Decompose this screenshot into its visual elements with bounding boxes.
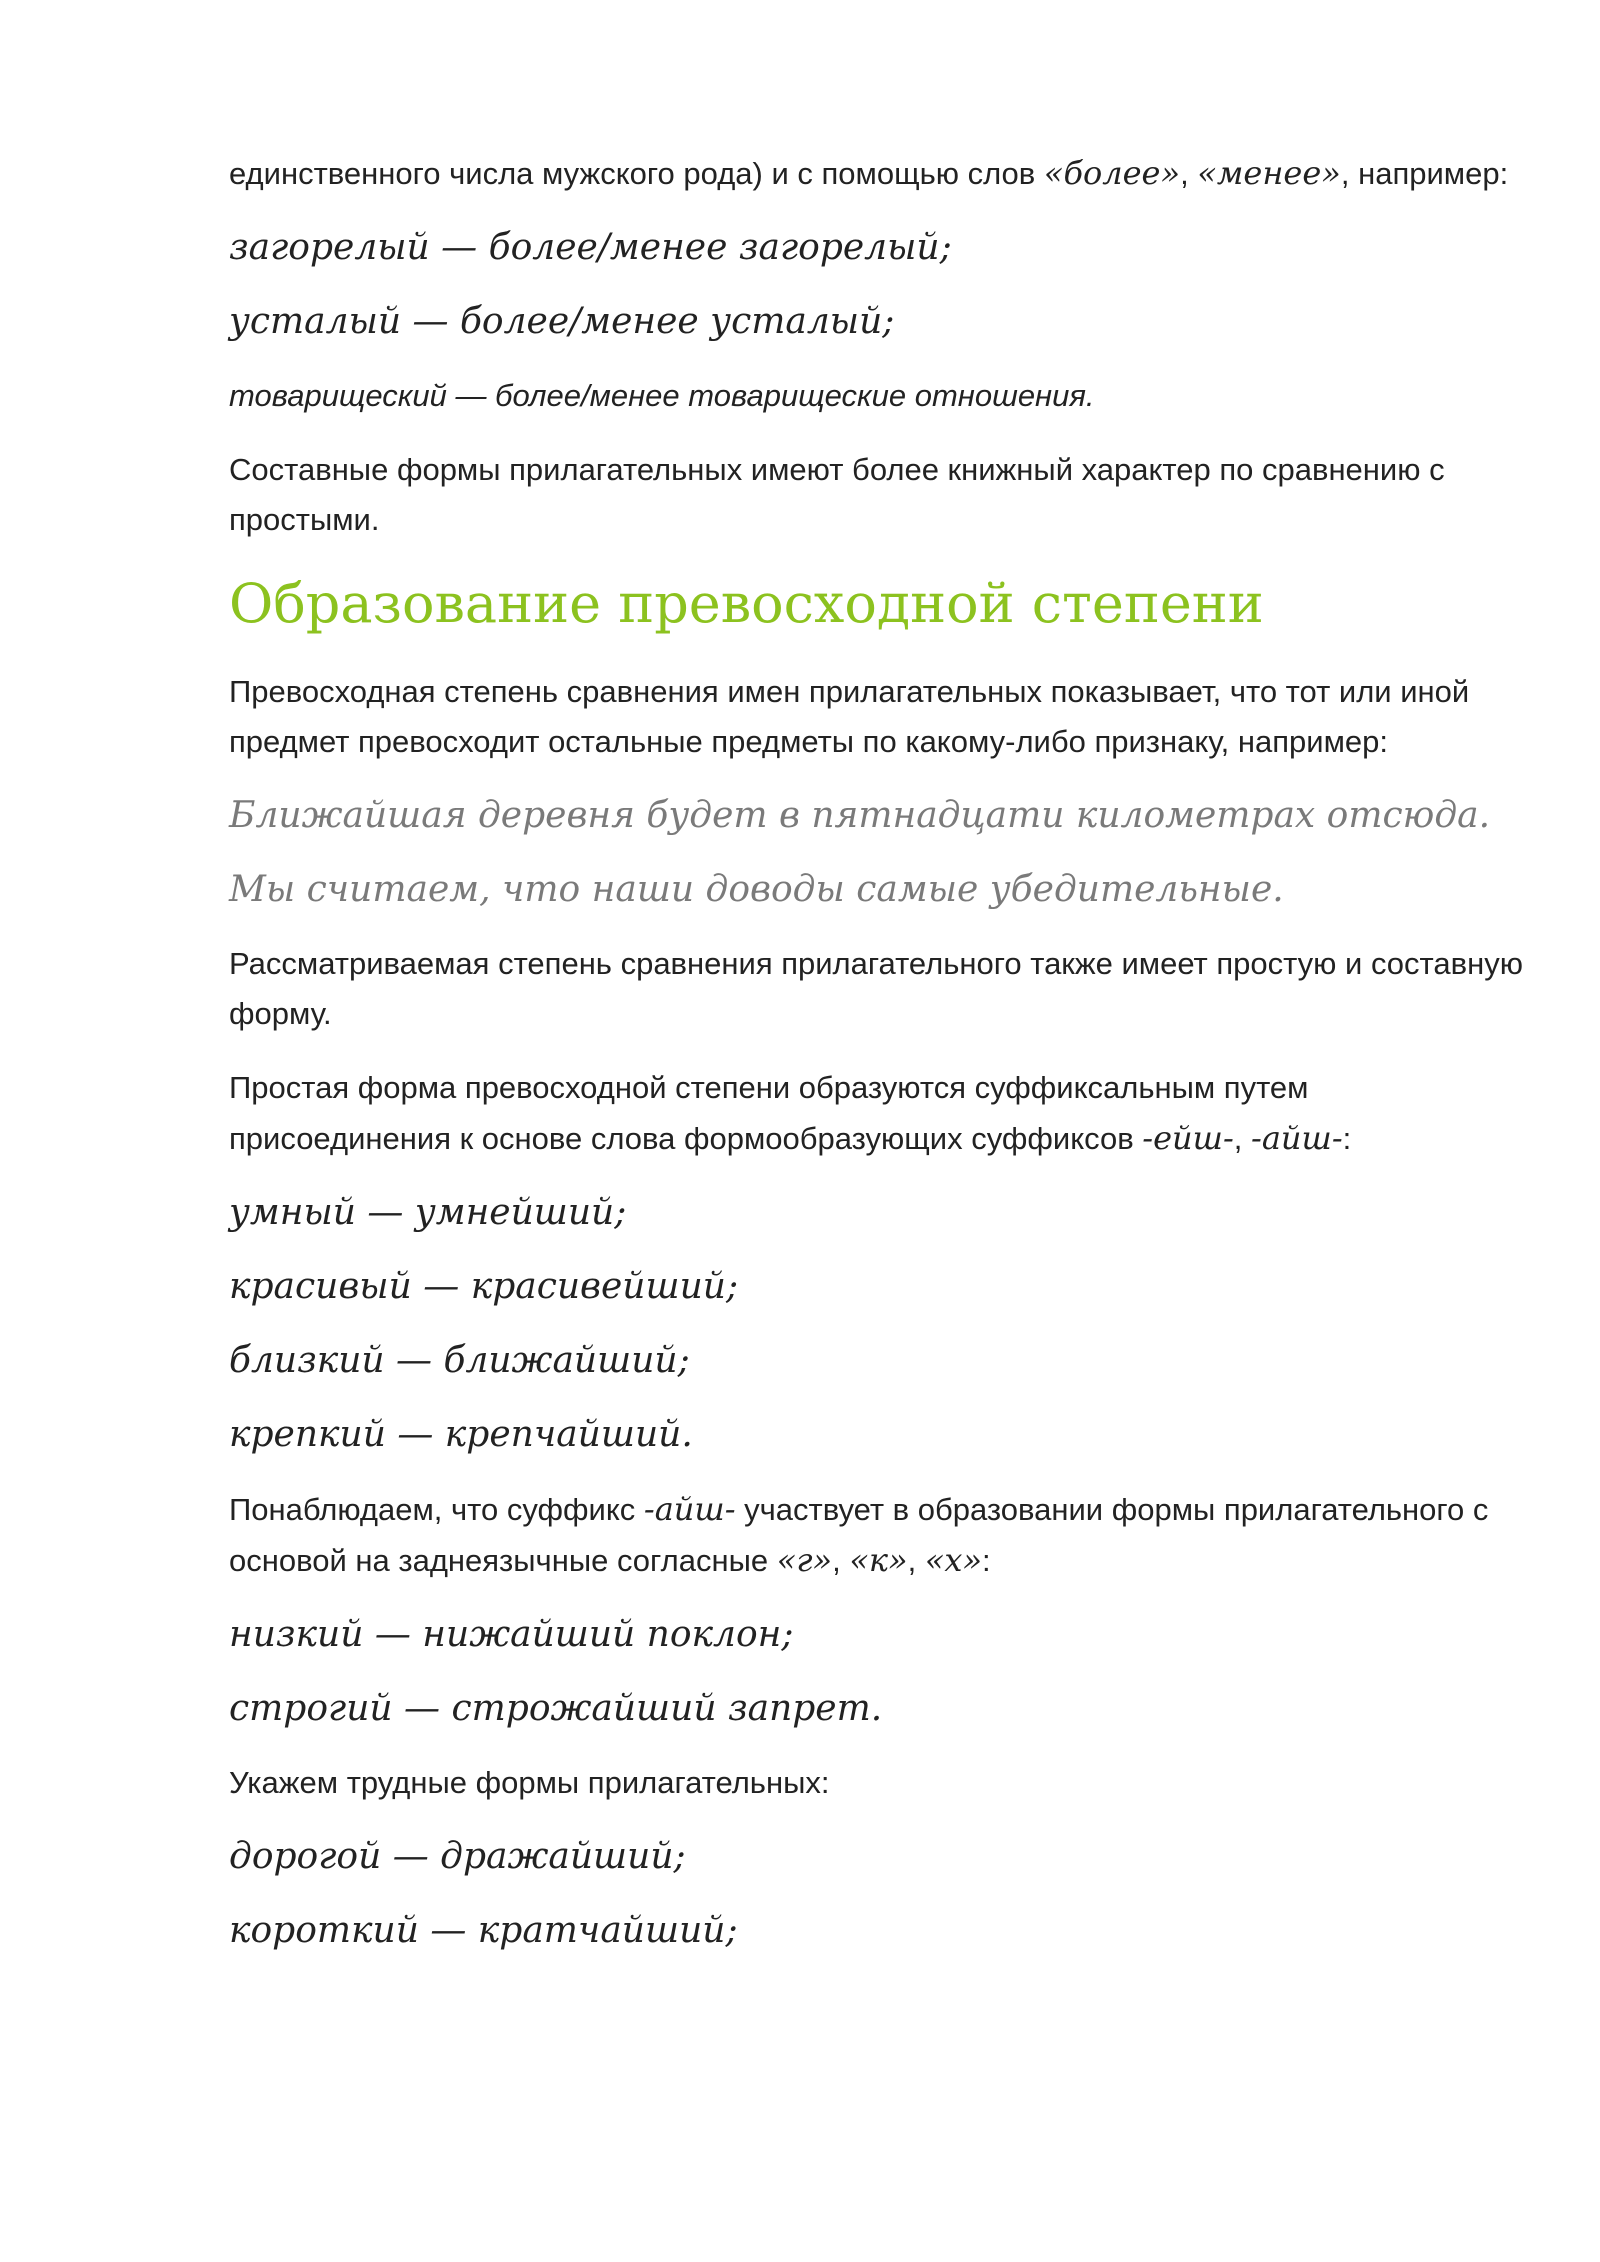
document-page bbox=[229, 148, 1529, 1980]
letter: «г» bbox=[776, 1541, 833, 1579]
example-line: загорелый — более/менее загорелый; bbox=[229, 227, 952, 268]
text-run: , bbox=[832, 1543, 850, 1578]
suffix: -ейш- bbox=[1142, 1119, 1234, 1157]
example-line: усталый — более/менее усталый; bbox=[229, 301, 895, 342]
section-heading: Образование превосходной степени bbox=[229, 572, 1264, 635]
italic-word: «более» bbox=[1043, 154, 1181, 192]
text-run: , bbox=[1180, 156, 1198, 191]
text-run: единственного числа мужского рода) и с помощью слов bbox=[229, 156, 1044, 191]
example-line: товарищеский — более/менее товарищеские отношения. bbox=[229, 378, 1095, 413]
paragraph-simple-form bbox=[229, 1063, 1529, 1164]
text-run: , например: bbox=[1340, 156, 1509, 191]
example-line: красивый — красивейший; bbox=[229, 1266, 739, 1307]
text-run: участвует в образовании формы прилагательного с основой на заднеязычные согласные bbox=[229, 1492, 1489, 1578]
text-run: Понаблюдаем, что суффикс bbox=[229, 1492, 644, 1527]
text-run: : bbox=[982, 1543, 991, 1578]
suffix: -айш- bbox=[1251, 1119, 1343, 1157]
paragraph-forms: Рассматриваемая степень сравнения прилагательного также имеет простую и составную форму. bbox=[229, 946, 1523, 1031]
example-line: близкий — ближайший; bbox=[229, 1340, 690, 1381]
example-line: строгий — строжайший запрет. bbox=[229, 1688, 883, 1729]
example-line: дорогой — дражайший; bbox=[229, 1836, 686, 1877]
text-run: , bbox=[1233, 1121, 1251, 1156]
text-run: : bbox=[1342, 1121, 1352, 1156]
letter: «к» bbox=[849, 1541, 908, 1579]
example-sentence: Мы считаем, что наши доводы самые убедительные. bbox=[229, 869, 1284, 910]
italic-word: «менее» bbox=[1197, 154, 1341, 192]
text-run: , bbox=[907, 1543, 925, 1578]
text-run: Простая форма превосходной степени образуются суффиксальным путем присоединения к основе слова формообразующих суффиксов bbox=[229, 1070, 1309, 1156]
paragraph-difficult-forms: Укажем трудные формы прилагательных: bbox=[229, 1765, 830, 1800]
paragraph-superlative-intro: Превосходная степень сравнения имен прилагательных показывает, что тот или иной предмет превосходит остальные предметы по какому-либо признаку, например: bbox=[229, 674, 1470, 759]
paragraph-suffix-note bbox=[229, 1484, 1529, 1586]
example-line: крепкий — крепчайший. bbox=[229, 1414, 693, 1455]
paragraph-comparative-intro bbox=[229, 148, 1529, 199]
suffix: -айш- bbox=[643, 1490, 736, 1528]
paragraph-compound-forms: Составные формы прилагательных имеют более книжный характер по сравнению с простыми. bbox=[229, 452, 1445, 537]
example-sentence: Ближайшая деревня будет в пятнадцати километрах отсюда. bbox=[229, 795, 1491, 836]
letter: «х» bbox=[924, 1541, 983, 1579]
example-line: короткий — кратчайший; bbox=[229, 1910, 738, 1951]
example-line: низкий — нижайший поклон; bbox=[229, 1614, 794, 1655]
example-line: умный — умнейший; bbox=[229, 1192, 627, 1233]
